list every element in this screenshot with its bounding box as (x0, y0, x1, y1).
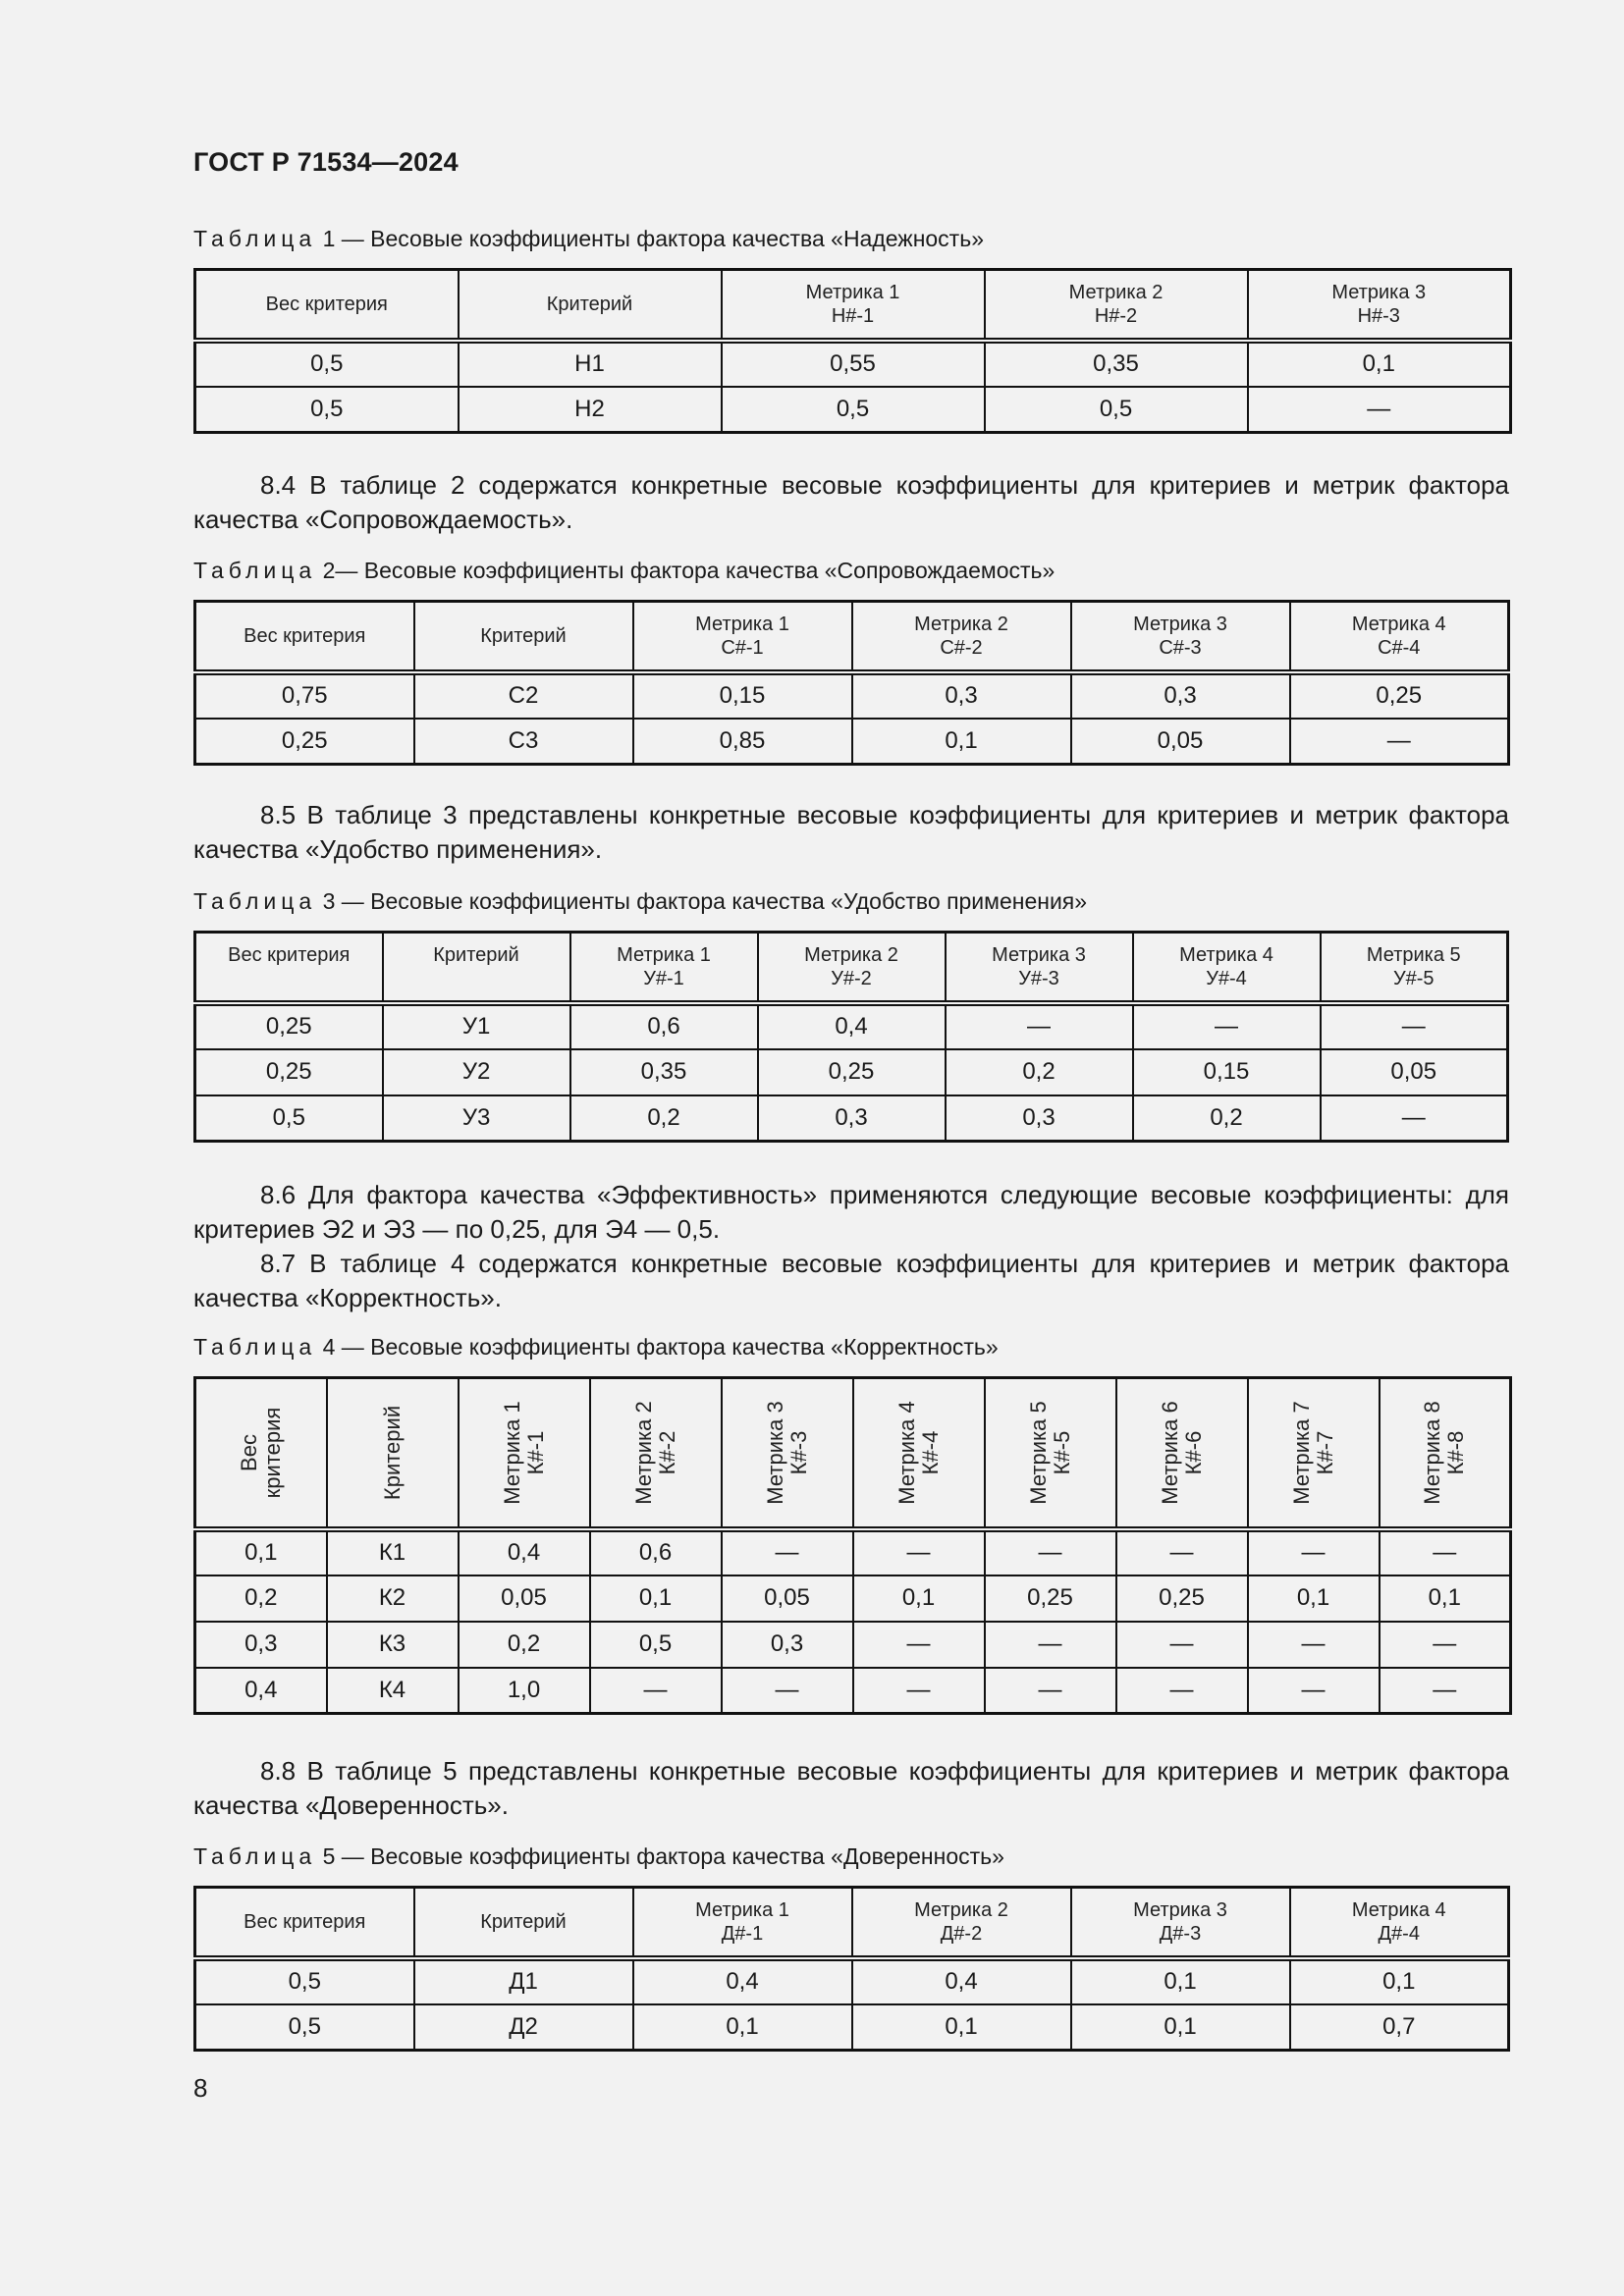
table-row (195, 387, 1511, 433)
table-cell: — (1380, 1622, 1511, 1668)
header-line: критерия (259, 1407, 285, 1499)
header-line: С#-3 (1159, 636, 1202, 659)
header-text (1134, 943, 1320, 990)
table-cell: 1,0 (459, 1668, 590, 1714)
table-cell: 0,1 (1380, 1575, 1511, 1622)
table-cell: 0,1 (1248, 341, 1511, 387)
table-cell: 0,75 (195, 672, 414, 719)
column-header (633, 1888, 852, 1958)
column-header (195, 270, 459, 341)
table-cell: — (1248, 1622, 1380, 1668)
header-text (238, 1407, 285, 1498)
header-line: Метрика 3 (1133, 1898, 1227, 1921)
caption-text: 5 — Весовые коэффициенты фактора качества «Доверенность» (322, 1843, 1004, 1869)
page-number: 8 (193, 2073, 208, 2103)
table-cell: 0,4 (633, 1958, 852, 2004)
table-cell: 0,5 (195, 341, 459, 387)
table-cell: Н1 (459, 341, 722, 387)
header-line: Метрика 6 (1157, 1401, 1182, 1505)
header-line: Метрика 1 (499, 1401, 524, 1505)
column-header (1248, 1378, 1380, 1529)
table-2-caption (193, 558, 1055, 584)
table-cell: 0,25 (195, 719, 414, 765)
table-cell: 0,25 (985, 1575, 1116, 1622)
table-5-caption (193, 1843, 1004, 1870)
table-cell: — (946, 1003, 1133, 1049)
column-header (985, 270, 1248, 341)
column-header (590, 1378, 722, 1529)
header-line: С#-1 (721, 636, 764, 659)
table-cell: 0,1 (852, 2004, 1071, 2051)
header-text (947, 943, 1132, 990)
table-row (195, 1049, 1508, 1095)
header-text (196, 943, 382, 967)
header-line: Метрика 7 (1288, 1401, 1314, 1505)
paragraph-text: 8.5 В таблице 3 представлены конкретные весовые коэффициенты для критериев и метрик фактора качества «Удобство применения». (193, 800, 1509, 864)
header-line: Метрика 5 (1366, 944, 1461, 966)
table-row (195, 1668, 1511, 1714)
header-line: С#-2 (940, 636, 983, 659)
header-line: Д#-2 (940, 1922, 983, 1945)
paragraph-8-8 (193, 1754, 1509, 1823)
header-text (723, 281, 984, 328)
column-header (722, 270, 985, 341)
caption-word: Таблица (193, 558, 317, 583)
table-cell: — (853, 1622, 985, 1668)
table-cell: 0,3 (946, 1095, 1133, 1142)
table-row (195, 1622, 1511, 1668)
table-cell: 0,5 (195, 1095, 383, 1142)
table-cell: 0,25 (195, 1049, 383, 1095)
column-header (383, 933, 570, 1003)
header-line: К#-6 (1180, 1430, 1206, 1475)
table-cell: — (1380, 1668, 1511, 1714)
table-cell: У3 (383, 1095, 570, 1142)
table-cell: 0,3 (1071, 672, 1290, 719)
header-line: Метрика 3 (762, 1401, 787, 1505)
column-header (414, 1888, 633, 1958)
table-row (195, 1095, 1508, 1142)
caption-word: Таблица (193, 226, 317, 251)
paragraph-text: 8.8 В таблице 5 представлены конкретные весовые коэффициенты для критериев и метрик фактора качества «Доверенность». (193, 1756, 1509, 1820)
header-line: К#-5 (1049, 1430, 1074, 1475)
table-cell: Д1 (414, 1958, 633, 2004)
header-text (1291, 613, 1508, 660)
table-cell: — (1133, 1003, 1321, 1049)
header-line: Н#-2 (1094, 304, 1138, 327)
header-text (1421, 1401, 1468, 1504)
table-cell: 0,5 (195, 1958, 414, 2004)
column-header (195, 602, 414, 672)
header-line: Вес (236, 1433, 261, 1471)
column-header (1071, 1888, 1290, 1958)
header-line: Н#-1 (831, 304, 875, 327)
table-cell: 0,5 (195, 2004, 414, 2051)
caption-word: Таблица (193, 1843, 317, 1869)
table-cell: 0,4 (459, 1529, 590, 1575)
table-row (195, 672, 1509, 719)
table-2-maintainability (193, 600, 1510, 766)
table-cell: 0,85 (633, 719, 852, 765)
header-line: Критерий (379, 1405, 405, 1500)
table-row (195, 1003, 1508, 1049)
table-cell: 0,05 (722, 1575, 853, 1622)
header-text (634, 1898, 851, 1946)
caption-text: 4 — Весовые коэффициенты фактора качества «Корректность» (322, 1334, 999, 1360)
table-cell: — (722, 1529, 853, 1575)
header-line: Критерий (480, 1910, 567, 1933)
header-line: С#-4 (1378, 636, 1421, 659)
table-row (195, 1529, 1511, 1575)
header-text (460, 293, 721, 316)
table-cell: — (1248, 387, 1511, 433)
header-line: Вес критерия (244, 1910, 366, 1933)
header-text (501, 1401, 548, 1504)
table-cell: У1 (383, 1003, 570, 1049)
header-line: У#-4 (1206, 968, 1247, 989)
header-text (1249, 281, 1510, 328)
column-header (414, 602, 633, 672)
table-row (195, 1575, 1511, 1622)
paragraph-8-6-8-7 (193, 1178, 1509, 1315)
header-line: Вес критерия (244, 624, 366, 647)
header-line: Метрика 3 (992, 944, 1086, 966)
column-header (195, 1378, 327, 1529)
header-text (196, 293, 458, 316)
table-cell: 0,25 (1290, 672, 1509, 719)
header-line: К#-1 (522, 1430, 548, 1475)
header-text (895, 1401, 943, 1504)
column-header (1321, 933, 1508, 1003)
paragraph-8-4 (193, 468, 1509, 537)
column-header (1380, 1378, 1511, 1529)
table-cell: — (853, 1529, 985, 1575)
header-text (632, 1401, 679, 1504)
table-cell: — (1248, 1668, 1380, 1714)
table-cell: 0,4 (195, 1668, 327, 1714)
column-header (327, 1378, 459, 1529)
table-cell: — (1321, 1095, 1508, 1142)
header-text (571, 943, 757, 990)
table-cell: 0,7 (1290, 2004, 1509, 2051)
document-code-header: ГОСТ Р 71534—2024 (193, 147, 459, 177)
header-line: Метрика 2 (914, 613, 1008, 635)
table-cell: К4 (327, 1668, 459, 1714)
table-cell: 0,3 (195, 1622, 327, 1668)
header-text (196, 1910, 413, 1934)
column-header (195, 933, 383, 1003)
header-text (764, 1401, 811, 1504)
table-1-caption (193, 226, 984, 252)
table-5-trustworthiness (193, 1886, 1510, 2052)
header-text (759, 943, 945, 990)
header-line: У#-2 (831, 968, 872, 989)
column-header (758, 933, 946, 1003)
header-line: Критерий (480, 624, 567, 647)
column-header (195, 1888, 414, 1958)
column-header (852, 1888, 1071, 1958)
table-cell: 0,1 (1290, 1958, 1509, 2004)
table-4-correctness (193, 1376, 1512, 1715)
table-cell: С2 (414, 672, 633, 719)
caption-word: Таблица (193, 888, 317, 914)
table-cell: 0,1 (1071, 2004, 1290, 2051)
header-line: Вес критерия (265, 293, 388, 315)
table-cell: 0,1 (853, 1575, 985, 1622)
caption-word: Таблица (193, 1334, 317, 1360)
header-line: Д#-3 (1159, 1922, 1202, 1945)
table-cell: 0,15 (1133, 1049, 1321, 1095)
table-cell: К3 (327, 1622, 459, 1668)
table-cell: 0,1 (590, 1575, 722, 1622)
table-cell: 0,6 (590, 1529, 722, 1575)
header-text (1072, 1898, 1289, 1946)
header-text (634, 613, 851, 660)
header-line: К#-8 (1443, 1430, 1469, 1475)
table-cell: 0,5 (195, 387, 459, 433)
header-text (415, 624, 632, 648)
column-header (459, 1378, 590, 1529)
header-text (1072, 613, 1289, 660)
table-cell: — (590, 1668, 722, 1714)
table-cell: Д2 (414, 2004, 633, 2051)
column-header (633, 602, 852, 672)
column-header (1290, 602, 1509, 672)
table-cell: 0,5 (722, 387, 985, 433)
paragraph-text: 8.4 В таблице 2 содержатся конкретные весовые коэффициенты для критериев и метрик фактора качества «Сопровождаемость». (193, 470, 1509, 534)
header-line: Метрика 4 (893, 1401, 919, 1505)
caption-text: 2— Весовые коэффициенты фактора качества «Сопровождаемость» (322, 558, 1056, 583)
table-cell: 0,1 (1248, 1575, 1380, 1622)
table-cell: Н2 (459, 387, 722, 433)
table-cell: 0,1 (195, 1529, 327, 1575)
table-3-usability (193, 931, 1509, 1143)
table-cell: 0,1 (633, 2004, 852, 2051)
header-text (986, 281, 1247, 328)
column-header (853, 1378, 985, 1529)
table-cell: К1 (327, 1529, 459, 1575)
caption-text: 3 — Весовые коэффициенты фактора качества «Удобство применения» (322, 888, 1088, 914)
paragraph-8-6-text: 8.6 Для фактора качества «Эффективность» применяются следующие весовые коэффициенты: для критериев Э2 и Э3 — по 0,25, для Э4 — 0,5. (193, 1180, 1509, 1244)
header-line: Вес критерия (228, 944, 351, 966)
table-row (195, 1958, 1509, 2004)
table-cell: 0,3 (758, 1095, 946, 1142)
header-text (1291, 1898, 1508, 1946)
header-line: У#-3 (1018, 968, 1059, 989)
table-cell: 0,2 (195, 1575, 327, 1622)
header-line: Метрика 4 (1179, 944, 1273, 966)
header-line: Метрика 1 (695, 613, 789, 635)
header-text (381, 1406, 405, 1500)
header-line: К#-3 (785, 1430, 811, 1475)
table-cell: 0,35 (985, 341, 1248, 387)
table-cell: 0,05 (1071, 719, 1290, 765)
header-text (384, 943, 569, 967)
header-line: Н#-3 (1357, 304, 1400, 327)
table-cell: 0,3 (722, 1622, 853, 1668)
column-header (570, 933, 758, 1003)
table-row (195, 341, 1511, 387)
table-cell: 0,6 (570, 1003, 758, 1049)
header-line: Д#-1 (721, 1922, 764, 1945)
column-header (1133, 933, 1321, 1003)
header-text (1159, 1401, 1206, 1504)
table-row (195, 2004, 1509, 2051)
table-cell: — (722, 1668, 853, 1714)
table-cell: 0,35 (570, 1049, 758, 1095)
header-line: К#-7 (1312, 1430, 1337, 1475)
table-cell: 0,55 (722, 341, 985, 387)
table-cell: 0,4 (852, 1958, 1071, 2004)
table-cell: 0,2 (459, 1622, 590, 1668)
header-text (853, 1898, 1070, 1946)
header-line: Метрика 2 (630, 1401, 656, 1505)
column-header (1116, 1378, 1248, 1529)
header-line: Д#-4 (1378, 1922, 1420, 1945)
header-line: Метрика 4 (1351, 1898, 1446, 1921)
header-line: Метрика 1 (805, 281, 900, 303)
header-line: У#-5 (1392, 968, 1435, 989)
header-line: Метрика 2 (1068, 281, 1164, 303)
header-line: У#-1 (643, 968, 684, 989)
column-header (1248, 270, 1511, 341)
table-cell: 0,3 (852, 672, 1071, 719)
table-cell: 0,2 (946, 1049, 1133, 1095)
column-header (852, 602, 1071, 672)
header-text (196, 624, 413, 648)
header-line: Метрика 2 (914, 1898, 1008, 1921)
header-line: Метрика 8 (1420, 1401, 1445, 1505)
table-cell: 0,05 (1321, 1049, 1508, 1095)
header-line: Метрика 1 (617, 944, 711, 966)
table-cell: 0,25 (195, 1003, 383, 1049)
column-header (459, 270, 722, 341)
header-line: Метрика 2 (804, 944, 898, 966)
table-cell: 0,15 (633, 672, 852, 719)
header-line: Критерий (433, 944, 519, 966)
table-cell: 0,25 (758, 1049, 946, 1095)
table-cell: 0,2 (570, 1095, 758, 1142)
table-cell: — (1116, 1529, 1248, 1575)
table-cell: — (985, 1622, 1116, 1668)
column-header (1290, 1888, 1509, 1958)
paragraph-8-5 (193, 798, 1509, 867)
column-header (985, 1378, 1116, 1529)
table-cell: С3 (414, 719, 633, 765)
header-text (415, 1910, 632, 1934)
table-cell: 0,5 (985, 387, 1248, 433)
caption-text: 1 — Весовые коэффициенты фактора качества «Надежность» (322, 226, 984, 251)
table-cell: — (1321, 1003, 1508, 1049)
header-text (1027, 1401, 1074, 1504)
paragraph-8-7-text: 8.7 В таблице 4 содержатся конкретные весовые коэффициенты для критериев и метрик фактора качества «Корректность». (193, 1249, 1509, 1312)
table-cell: 0,4 (758, 1003, 946, 1049)
header-text (1322, 943, 1507, 990)
table-cell: — (985, 1529, 1116, 1575)
table-3-caption (193, 888, 1087, 915)
table-cell: — (853, 1668, 985, 1714)
table-cell: — (1290, 719, 1509, 765)
column-header (722, 1378, 853, 1529)
header-line: К#-4 (917, 1430, 943, 1475)
table-cell: — (985, 1668, 1116, 1714)
header-text (853, 613, 1070, 660)
table-cell: 0,5 (590, 1622, 722, 1668)
table-cell: 0,2 (1133, 1095, 1321, 1142)
header-text (1290, 1401, 1337, 1504)
column-header (1071, 602, 1290, 672)
header-line: Метрика 1 (695, 1898, 789, 1921)
table-cell: 0,25 (1116, 1575, 1248, 1622)
table-1-reliability (193, 268, 1512, 434)
header-line: Метрика 3 (1133, 613, 1227, 635)
table-cell: — (1380, 1529, 1511, 1575)
header-line: Метрика 5 (1025, 1401, 1051, 1505)
table-cell: — (1116, 1622, 1248, 1668)
table-4-caption (193, 1334, 999, 1361)
table-cell: — (1248, 1529, 1380, 1575)
table-cell: 0,1 (1071, 1958, 1290, 2004)
table-cell: 0,1 (852, 719, 1071, 765)
header-line: Критерий (546, 293, 633, 315)
header-line: К#-2 (654, 1430, 679, 1475)
header-line: Метрика 3 (1331, 281, 1427, 303)
header-line: Метрика 4 (1351, 613, 1446, 635)
column-header (946, 933, 1133, 1003)
table-cell: — (1116, 1668, 1248, 1714)
table-cell: К2 (327, 1575, 459, 1622)
table-cell: У2 (383, 1049, 570, 1095)
table-cell: 0,05 (459, 1575, 590, 1622)
table-row (195, 719, 1509, 765)
